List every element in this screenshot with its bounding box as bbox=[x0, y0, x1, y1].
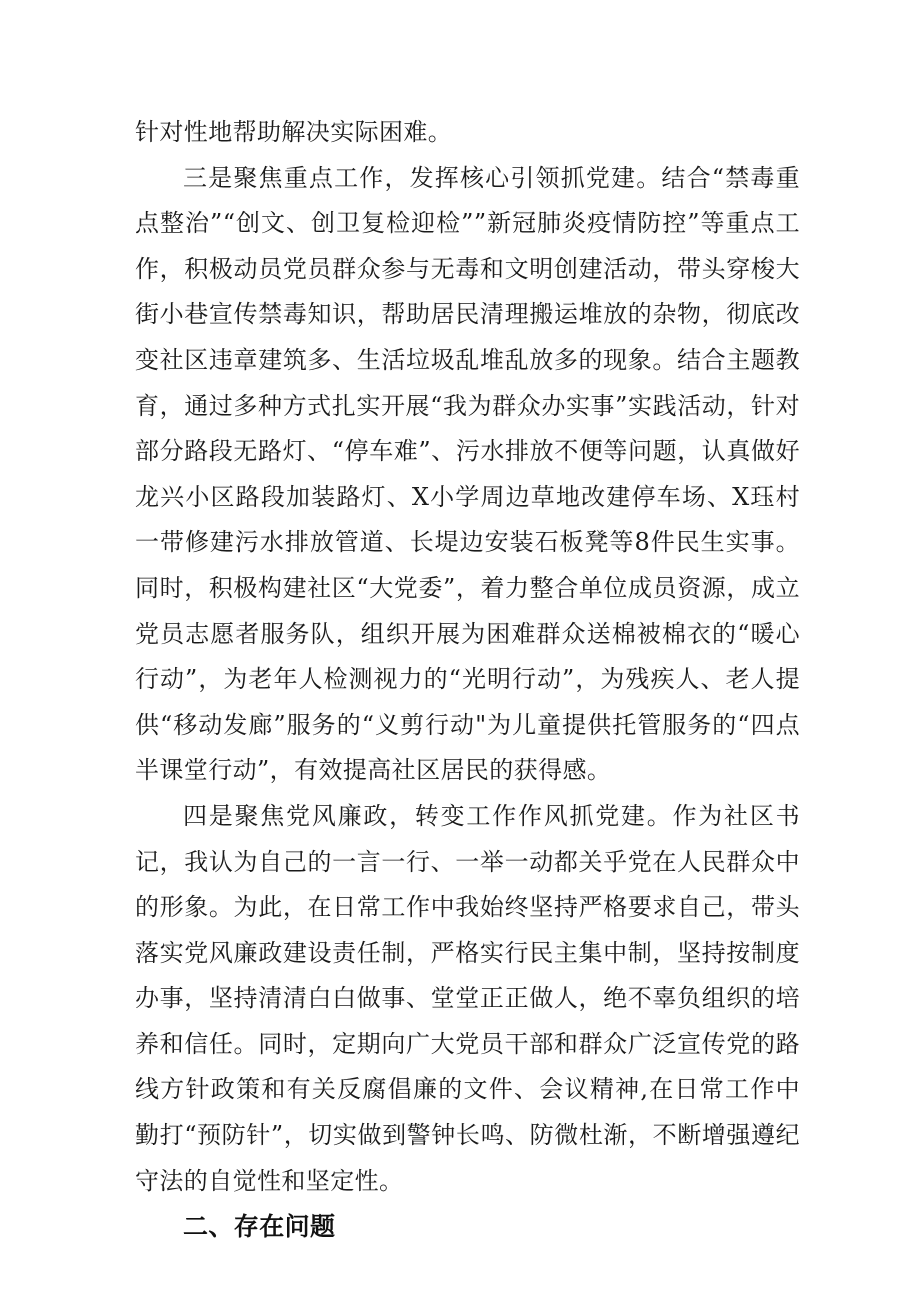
paragraph-integrity: 四是聚焦党风廉政，转变工作作风抓党建。作为社区书记，我认为自己的一言一行、一举一动都关乎党在人民群众中的形象。为此，在日常工作中我始终坚持严格要求自己，带头落实党风廉政建设责任制，严格实行民主集中制，坚持按制度办事，坚持清清白白做事、堂堂正正做人，绝不辜负组织的培养和信任。同时，定期向广大党员干部和群众广泛宣传党的路线方针政策和有关反腐倡廉的文件、会议精神,在日常工作中勤打“预防针”，切实做到警钟长鸣、防微杜渐，不断增强遵纪守法的自觉性和坚定性。 bbox=[135, 801, 800, 1195]
paragraph-continuation: 针对性地帮助解决实际困难。 bbox=[135, 118, 453, 146]
paragraph-key-work: 三是聚焦重点工作，发挥核心引领抓党建。结合“禁毒重点整治”“创文、创卫复检迎检””新冠肺炎疫情防控”等重点工作，积极动员党员群众参与无毒和文明创建活动，带头穿梭大街小巷宣传禁毒知识，帮助居民清理搬运堆放的杂物，彻底改变社区违章建筑多、生活垃圾乱堆乱放多的现象。结合主题教育，通过多种方式扎实开展“我为群众办实事”实践活动，针对部分路段无路灯、“停车难”、污水排放不便等问题，认真做好龙兴小区路段加装路灯、X小学周边草地改建停车场、X珏村一带修建污水排放管道、长堤边安装石板凳等8件民生实事。同时，积极构建社区“大党委”，着力整合单位成员资源，成立党员志愿者服务队，组织开展为困难群众送棉被棉衣的“暖心行动”，为老年人检测视力的“光明行动”，为残疾人、老人提供“移动发廊”服务的“义剪行动"为儿童提供托管服务的“四点半课堂行动”，有效提高社区居民的获得感。 bbox=[135, 163, 800, 785]
document-body bbox=[135, 110, 800, 1250]
section-heading: 二、存在问题 bbox=[183, 1212, 336, 1242]
